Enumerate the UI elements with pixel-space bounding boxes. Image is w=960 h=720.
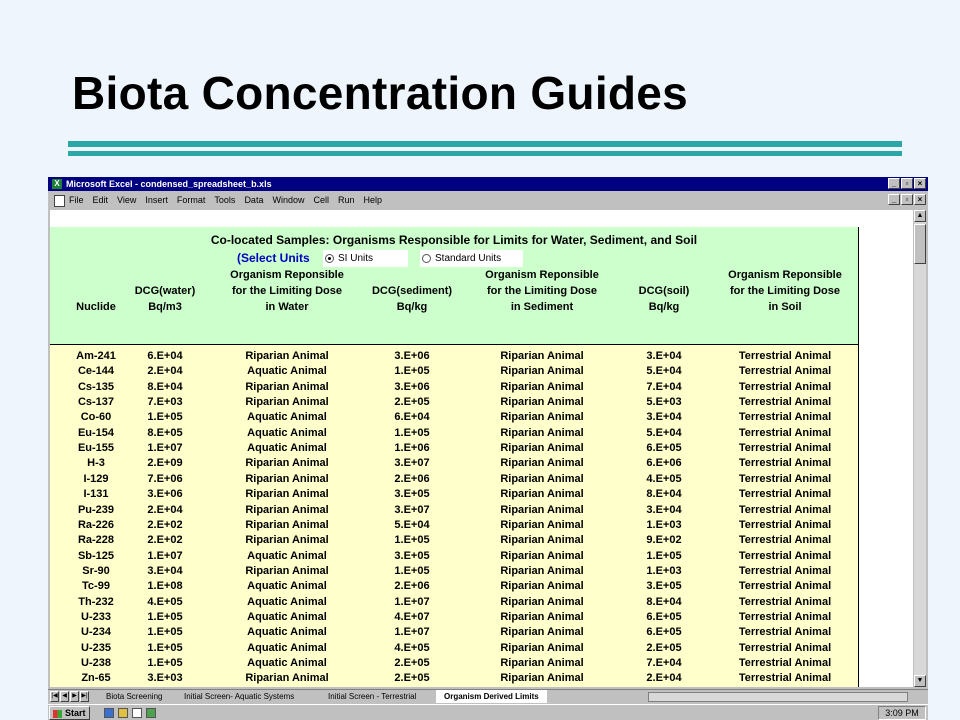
cell-dcg-water[interactable]: 1.E+07	[147, 549, 183, 562]
menu-item-run[interactable]: Run	[337, 195, 355, 205]
cell-dcg-soil[interactable]: 7.E+04	[646, 380, 682, 393]
cell-organism-sediment[interactable]: Riparian Animal	[500, 442, 584, 455]
cell-dcg-water[interactable]: 7.E+03	[147, 396, 183, 409]
cell-dcg-soil[interactable]: 2.E+04	[646, 672, 682, 685]
cell-dcg-sediment[interactable]: 1.E+07	[394, 626, 430, 639]
cell-dcg-sediment[interactable]: 1.E+06	[394, 442, 430, 455]
table-row[interactable]	[50, 641, 858, 656]
cell-organism-water[interactable]: Riparian Animal	[245, 564, 329, 577]
window-titlebar	[48, 177, 928, 191]
cell-dcg-sediment[interactable]: 2.E+05	[394, 672, 430, 685]
cell-dcg-water[interactable]: 2.E+02	[147, 518, 183, 531]
menu-item-format[interactable]: Format	[176, 195, 206, 205]
menu-item-help[interactable]: Help	[363, 195, 383, 205]
cell-organism-sediment[interactable]: Riparian Animal	[500, 595, 584, 608]
title-underline-rule	[68, 141, 902, 147]
column-header-organism-sediment-line1: Organism Reponsible	[485, 269, 599, 281]
cell-nuclide[interactable]: I-131	[83, 488, 109, 501]
cell-nuclide[interactable]: Cs-135	[77, 380, 115, 393]
table-row[interactable]	[50, 426, 858, 441]
cell-organism-soil[interactable]: Terrestrial Animal	[738, 549, 832, 562]
column-header-nuclide-line3: Nuclide	[76, 301, 116, 313]
cell-organism-soil[interactable]: Terrestrial Animal	[738, 595, 832, 608]
cell-organism-sediment[interactable]: Riparian Animal	[500, 457, 584, 470]
cell-nuclide[interactable]: Sb-125	[77, 549, 115, 562]
cell-dcg-water[interactable]: 4.E+05	[147, 595, 183, 608]
cell-dcg-sediment[interactable]: 3.E+05	[394, 488, 430, 501]
column-header-dcg-sediment-line3: Bq/kg	[396, 301, 428, 313]
cell-organism-sediment[interactable]: Riparian Animal	[500, 641, 584, 654]
table-row[interactable]	[50, 349, 858, 364]
doc-minimize-icon[interactable]: _	[888, 194, 900, 205]
start-label: Start	[65, 708, 86, 718]
cell-dcg-water[interactable]: 8.E+04	[147, 380, 183, 393]
cell-organism-soil[interactable]: Terrestrial Animal	[738, 672, 832, 685]
cell-dcg-water[interactable]: 1.E+08	[147, 580, 183, 593]
cell-organism-water[interactable]: Aquatic Animal	[247, 580, 327, 593]
column-header-dcg-soil-line2: DCG(soil)	[638, 285, 690, 297]
cell-organism-water[interactable]: Riparian Animal	[245, 457, 329, 470]
title-underline-rule-2	[68, 151, 902, 156]
cell-organism-sediment[interactable]: Riparian Animal	[500, 610, 584, 623]
select-units-label: (Select Units	[237, 251, 310, 265]
cell-nuclide[interactable]: U-235	[81, 641, 111, 654]
cell-dcg-soil[interactable]: 3.E+04	[646, 503, 682, 516]
column-header-dcg-soil-line3: Bq/kg	[648, 301, 680, 313]
cell-nuclide[interactable]: Cs-137	[77, 396, 115, 409]
column-header-dcg-water-line2: DCG(water)	[134, 285, 196, 297]
cell-dcg-sediment[interactable]: 3.E+06	[394, 350, 430, 362]
cell-organism-water[interactable]: Aquatic Animal	[247, 641, 327, 654]
cell-dcg-water[interactable]: 1.E+05	[147, 641, 183, 654]
cell-organism-sediment[interactable]: Riparian Animal	[500, 472, 584, 485]
table-row[interactable]	[50, 564, 858, 579]
cell-dcg-sediment[interactable]: 1.E+05	[394, 534, 430, 547]
cell-dcg-water[interactable]: 6.E+04	[147, 350, 183, 362]
cell-dcg-water[interactable]: 3.E+03	[147, 672, 183, 685]
cell-organism-soil[interactable]: Terrestrial Animal	[738, 580, 832, 593]
cell-dcg-water[interactable]: 1.E+05	[147, 626, 183, 639]
scroll-up-icon[interactable]: ▲	[914, 210, 926, 222]
cell-organism-soil[interactable]: Terrestrial Animal	[738, 411, 832, 424]
cell-dcg-sediment[interactable]: 1.E+07	[394, 595, 430, 608]
cell-dcg-water[interactable]: 1.E+05	[147, 411, 183, 424]
cell-nuclide[interactable]: Pu-239	[77, 503, 115, 516]
cell-organism-sediment[interactable]: Riparian Animal	[500, 534, 584, 547]
column-header-organism-sediment-line2: for the Limiting Dose	[487, 285, 597, 297]
cell-dcg-water[interactable]: 1.E+07	[147, 442, 183, 455]
excel-window	[48, 177, 928, 720]
cell-organism-water[interactable]: Aquatic Animal	[247, 610, 327, 623]
quicklaunch-channels-icon[interactable]	[146, 708, 156, 718]
cell-organism-water[interactable]: Aquatic Animal	[247, 549, 327, 562]
cell-dcg-soil[interactable]: 7.E+04	[646, 657, 682, 669]
cell-dcg-soil[interactable]: 3.E+05	[646, 580, 682, 593]
table-row[interactable]	[50, 625, 858, 640]
cell-organism-sediment[interactable]: Riparian Animal	[500, 396, 584, 409]
cell-dcg-sediment[interactable]: 2.E+05	[394, 657, 430, 669]
excel-app-icon: X	[52, 179, 62, 189]
cell-organism-water[interactable]: Riparian Animal	[245, 672, 329, 685]
cell-organism-soil[interactable]: Terrestrial Animal	[738, 396, 832, 409]
sheet-tabs-bar	[48, 689, 928, 704]
doc-restore-icon[interactable]: ▫	[901, 194, 913, 205]
table-row[interactable]	[50, 395, 858, 410]
cell-organism-sediment[interactable]: Riparian Animal	[500, 411, 584, 424]
radio-unselected-icon	[422, 254, 431, 263]
table-row[interactable]	[50, 579, 858, 594]
menu-item-data[interactable]: Data	[244, 195, 264, 205]
cell-organism-sediment[interactable]: Riparian Animal	[500, 503, 584, 516]
cell-organism-water[interactable]: Riparian Animal	[245, 380, 329, 393]
column-header-dcg-sediment-line2: DCG(sediment)	[371, 285, 453, 297]
column-header-organism-soil-line1: Organism Reponsible	[728, 269, 842, 281]
cell-dcg-water[interactable]: 3.E+06	[147, 488, 183, 501]
slide-title: Biota Concentration Guides	[72, 67, 689, 119]
cell-nuclide[interactable]: Am-241	[76, 350, 116, 362]
cell-organism-sediment[interactable]: Riparian Animal	[500, 626, 584, 639]
spreadsheet-grid[interactable]	[50, 210, 913, 687]
cell-organism-water[interactable]: Riparian Animal	[245, 503, 329, 516]
cell-organism-sediment[interactable]: Riparian Animal	[500, 657, 584, 669]
scroll-down-icon[interactable]: ▼	[914, 675, 926, 687]
cell-dcg-soil[interactable]: 6.E+06	[646, 457, 682, 470]
cell-organism-water[interactable]: Aquatic Animal	[247, 657, 327, 669]
first-sheet-icon[interactable]: |◀	[50, 691, 59, 702]
table-row[interactable]	[50, 671, 858, 686]
table-row[interactable]	[50, 364, 858, 379]
cell-dcg-sediment[interactable]: 4.E+07	[394, 610, 430, 623]
table-row[interactable]	[50, 533, 858, 548]
cell-dcg-sediment[interactable]: 3.E+07	[394, 503, 430, 516]
quicklaunch-outlook-icon[interactable]	[118, 708, 128, 718]
cell-dcg-soil[interactable]: 8.E+04	[646, 595, 682, 608]
cell-dcg-soil[interactable]: 1.E+03	[646, 518, 682, 531]
taskbar	[48, 704, 928, 720]
cell-organism-water[interactable]: Aquatic Animal	[247, 411, 327, 424]
cell-dcg-sediment[interactable]: 2.E+06	[394, 580, 430, 593]
cell-organism-water[interactable]: Aquatic Animal	[247, 595, 327, 608]
cell-organism-soil[interactable]: Terrestrial Animal	[738, 426, 832, 439]
cell-organism-soil[interactable]: Terrestrial Animal	[738, 657, 832, 669]
cell-nuclide[interactable]: Ra-228	[77, 534, 115, 547]
cell-organism-water[interactable]: Aquatic Animal	[247, 426, 327, 439]
table-row[interactable]	[50, 380, 858, 395]
last-sheet-icon[interactable]: ▶|	[80, 691, 89, 702]
prev-sheet-icon[interactable]: ◀	[60, 691, 69, 702]
cell-dcg-soil[interactable]: 1.E+05	[646, 549, 682, 562]
table-row[interactable]	[50, 472, 858, 487]
cell-dcg-water[interactable]: 7.E+06	[147, 472, 183, 485]
cell-dcg-soil[interactable]: 6.E+05	[646, 442, 682, 455]
sheet-tab[interactable]: Organism Derived Limits	[436, 690, 547, 703]
standard-units-radio[interactable]	[420, 250, 523, 267]
minimize-icon[interactable]: _	[888, 178, 900, 189]
table-row[interactable]	[50, 503, 858, 518]
cell-organism-water[interactable]: Riparian Animal	[245, 534, 329, 547]
cell-organism-soil[interactable]: Terrestrial Animal	[738, 564, 832, 577]
cell-organism-sediment[interactable]: Riparian Animal	[500, 518, 584, 531]
vertical-scrollbar[interactable]	[914, 210, 926, 687]
cell-organism-soil[interactable]: Terrestrial Animal	[738, 350, 832, 362]
menu-item-edit[interactable]: Edit	[92, 195, 109, 205]
column-header-organism-water-line3: in Water	[265, 301, 309, 313]
taskbar-clock: 3:09 PM	[878, 706, 926, 720]
cell-dcg-soil[interactable]: 9.E+02	[646, 534, 682, 547]
cell-organism-water[interactable]: Aquatic Animal	[247, 626, 327, 639]
cell-dcg-sediment[interactable]: 2.E+06	[394, 472, 430, 485]
cell-dcg-sediment[interactable]: 1.E+05	[394, 365, 430, 378]
column-header-organism-soil-line2: for the Limiting Dose	[730, 285, 840, 297]
cell-dcg-water[interactable]: 2.E+02	[147, 534, 183, 547]
standard-units-label: Standard Units	[435, 253, 502, 264]
cell-dcg-water[interactable]: 1.E+05	[147, 610, 183, 623]
si-units-label: SI Units	[338, 253, 374, 264]
menu-item-tools[interactable]: Tools	[214, 195, 236, 205]
cell-dcg-soil[interactable]: 5.E+04	[646, 426, 682, 439]
sheet-tab[interactable]: Initial Screen - Terrestrial	[320, 690, 424, 703]
cell-organism-soil[interactable]: Terrestrial Animal	[738, 488, 832, 501]
cell-dcg-sediment[interactable]: 1.E+05	[394, 426, 430, 439]
cell-dcg-soil[interactable]: 6.E+05	[646, 626, 682, 639]
cell-organism-soil[interactable]: Terrestrial Animal	[738, 610, 832, 623]
cell-organism-sediment[interactable]: Riparian Animal	[500, 672, 584, 685]
cell-nuclide[interactable]: Tc-99	[82, 580, 110, 593]
quicklaunch-ie-icon[interactable]	[104, 708, 114, 718]
cell-organism-soil[interactable]: Terrestrial Animal	[738, 518, 832, 531]
cell-organism-soil[interactable]: Terrestrial Animal	[738, 503, 832, 516]
cell-dcg-soil[interactable]: 8.E+04	[646, 488, 682, 501]
cell-nuclide[interactable]: Th-232	[78, 595, 114, 608]
cell-organism-soil[interactable]: Terrestrial Animal	[738, 380, 832, 393]
cell-organism-sediment[interactable]: Riparian Animal	[500, 564, 584, 577]
cell-dcg-sediment[interactable]: 2.E+05	[394, 396, 430, 409]
cell-dcg-soil[interactable]: 3.E+04	[646, 411, 682, 424]
menu-item-view[interactable]: View	[117, 195, 137, 205]
cell-nuclide[interactable]: H-3	[87, 457, 105, 470]
cell-dcg-sediment[interactable]: 6.E+04	[394, 411, 430, 424]
cell-organism-water[interactable]: Aquatic Animal	[247, 365, 327, 378]
restore-icon[interactable]: ▫	[901, 178, 913, 189]
windows-logo-icon	[53, 710, 62, 718]
sheet-title: Co-located Samples: Organisms Responsible for Limits for Water, Sediment, and Soil	[210, 233, 698, 247]
si-units-radio[interactable]	[323, 250, 408, 267]
cell-organism-water[interactable]: Aquatic Animal	[247, 442, 327, 455]
cell-dcg-sediment[interactable]: 5.E+04	[394, 518, 430, 531]
cell-dcg-soil[interactable]: 5.E+03	[646, 396, 682, 409]
cell-organism-soil[interactable]: Terrestrial Animal	[738, 457, 832, 470]
cell-dcg-soil[interactable]: 5.E+04	[646, 365, 682, 378]
start-button[interactable]	[49, 706, 90, 720]
menu-item-cell[interactable]: Cell	[313, 195, 329, 205]
menu-item-file[interactable]: File	[69, 195, 84, 205]
cell-organism-soil[interactable]: Terrestrial Animal	[738, 365, 832, 378]
column-header-organism-water-line1: Organism Reponsible	[230, 269, 344, 281]
cell-nuclide[interactable]: Ce-144	[77, 365, 115, 378]
cell-organism-soil[interactable]: Terrestrial Animal	[738, 534, 832, 547]
cell-dcg-sediment[interactable]: 3.E+06	[394, 380, 430, 393]
cell-nuclide[interactable]: Co-60	[80, 411, 112, 424]
cell-nuclide[interactable]: U-238	[81, 657, 111, 669]
cell-organism-soil[interactable]: Terrestrial Animal	[738, 442, 832, 455]
cell-dcg-water[interactable]: 2.E+04	[147, 503, 183, 516]
column-header-organism-soil-line3: in Soil	[768, 301, 802, 313]
table-row[interactable]	[50, 518, 858, 533]
table-row[interactable]	[50, 456, 858, 471]
cell-dcg-water[interactable]: 3.E+04	[147, 564, 183, 577]
cell-organism-water[interactable]: Riparian Animal	[245, 472, 329, 485]
cell-organism-sediment[interactable]: Riparian Animal	[500, 488, 584, 501]
cell-organism-sediment[interactable]: Riparian Animal	[500, 380, 584, 393]
menu-bar	[48, 192, 928, 208]
cell-nuclide[interactable]: Eu-154	[77, 426, 115, 439]
cell-dcg-soil[interactable]: 4.E+05	[646, 472, 682, 485]
cell-dcg-soil[interactable]: 2.E+05	[646, 641, 682, 654]
column-header-organism-water-line2: for the Limiting Dose	[232, 285, 342, 297]
cell-dcg-sediment[interactable]: 3.E+05	[394, 549, 430, 562]
sheet-tab[interactable]: Initial Screen- Aquatic Systems	[176, 690, 302, 703]
cell-nuclide[interactable]: U-234	[81, 626, 111, 639]
quicklaunch-desktop-icon[interactable]	[132, 708, 142, 718]
cell-dcg-sediment[interactable]: 4.E+05	[394, 641, 430, 654]
header-divider	[50, 344, 858, 345]
cell-dcg-water[interactable]: 2.E+04	[147, 365, 183, 378]
cell-dcg-water[interactable]: 8.E+05	[147, 426, 183, 439]
cell-organism-sediment[interactable]: Riparian Animal	[500, 426, 584, 439]
cell-organism-sediment[interactable]: Riparian Animal	[500, 549, 584, 562]
cell-nuclide[interactable]: U-233	[81, 610, 111, 623]
cell-dcg-sediment[interactable]: 1.E+05	[394, 564, 430, 577]
radio-selected-icon	[325, 254, 334, 263]
cell-dcg-soil[interactable]: 3.E+04	[646, 350, 682, 362]
cell-organism-sediment[interactable]: Riparian Animal	[500, 350, 584, 362]
horizontal-scrollbar[interactable]	[648, 692, 908, 702]
table-row[interactable]	[50, 487, 858, 502]
cell-organism-sediment[interactable]: Riparian Animal	[500, 580, 584, 593]
cell-nuclide[interactable]: Zn-65	[81, 672, 111, 685]
cell-organism-sediment[interactable]: Riparian Animal	[500, 365, 584, 378]
menu-item-window[interactable]: Window	[272, 195, 305, 205]
cell-dcg-soil[interactable]: 6.E+05	[646, 610, 682, 623]
close-icon[interactable]: ×	[914, 178, 926, 189]
next-sheet-icon[interactable]: ▶	[70, 691, 79, 702]
cell-dcg-water[interactable]: 1.E+05	[147, 657, 183, 669]
cell-nuclide[interactable]: I-129	[83, 472, 109, 485]
table-row[interactable]	[50, 441, 858, 456]
cell-nuclide[interactable]: Eu-155	[77, 442, 115, 455]
cell-dcg-sediment[interactable]: 3.E+07	[394, 457, 430, 470]
cell-organism-soil[interactable]: Terrestrial Animal	[738, 641, 832, 654]
cell-nuclide[interactable]: Ra-226	[77, 518, 115, 531]
column-header-dcg-water-line3: Bq/m3	[148, 301, 182, 313]
cell-dcg-water[interactable]: 2.E+09	[147, 457, 183, 470]
window-title: Microsoft Excel - condensed_spreadsheet_b.xls	[66, 179, 272, 189]
cell-organism-soil[interactable]: Terrestrial Animal	[738, 626, 832, 639]
table-row[interactable]	[50, 656, 858, 671]
table-row[interactable]	[50, 549, 858, 564]
cell-organism-water[interactable]: Riparian Animal	[245, 518, 329, 531]
cell-dcg-soil[interactable]: 1.E+03	[646, 564, 682, 577]
sheet-tab[interactable]: Biota Screening	[98, 690, 170, 703]
menu-item-insert[interactable]: Insert	[145, 195, 168, 205]
column-header-organism-sediment-line3: in Sediment	[510, 301, 574, 313]
table-row[interactable]	[50, 595, 858, 610]
scroll-thumb[interactable]	[914, 224, 926, 264]
document-icon[interactable]	[54, 195, 65, 207]
cell-organism-water[interactable]: Riparian Animal	[245, 396, 329, 409]
doc-close-icon[interactable]: ×	[914, 194, 926, 205]
cell-organism-water[interactable]: Riparian Animal	[245, 488, 329, 501]
cell-organism-water[interactable]: Riparian Animal	[245, 350, 329, 362]
table-row[interactable]	[50, 410, 858, 425]
cell-nuclide[interactable]: Sr-90	[82, 564, 110, 577]
table-row[interactable]	[50, 610, 858, 625]
cell-organism-soil[interactable]: Terrestrial Animal	[738, 472, 832, 485]
